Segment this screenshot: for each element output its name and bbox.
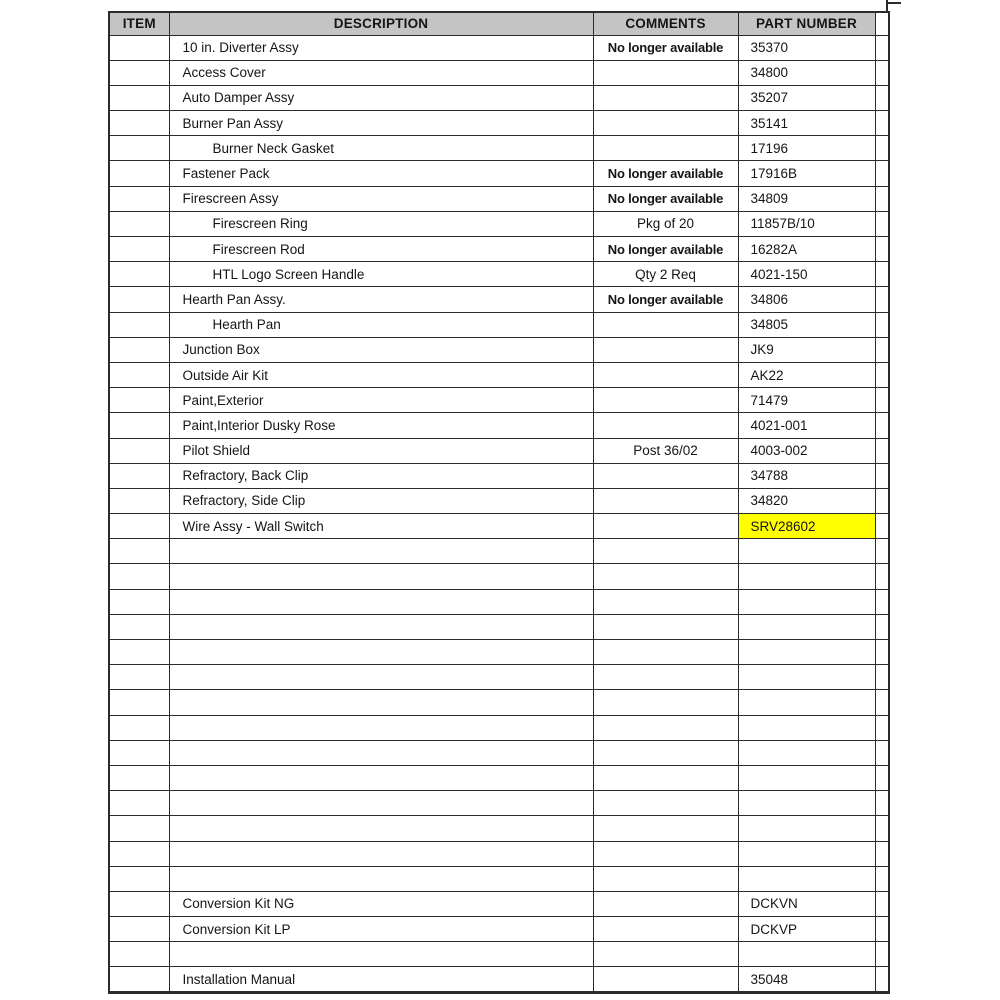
description-cell: Firescreen Ring xyxy=(169,211,593,236)
comment-cell: No longer available xyxy=(593,186,738,211)
table-row xyxy=(109,917,889,942)
item-cell xyxy=(109,287,169,312)
description-cell xyxy=(169,765,593,790)
table-row xyxy=(109,186,889,211)
part-number-cell xyxy=(738,816,875,841)
comment-cell xyxy=(593,690,738,715)
item-cell xyxy=(109,942,169,967)
part-number-cell: AK22 xyxy=(738,362,875,387)
item-cell xyxy=(109,60,169,85)
part-number-cell: 34806 xyxy=(738,287,875,312)
table-row xyxy=(109,136,889,161)
comment-cell xyxy=(593,866,738,891)
item-cell xyxy=(109,564,169,589)
table-row xyxy=(109,488,889,513)
table-row xyxy=(109,690,889,715)
table-row xyxy=(109,816,889,841)
part-number-cell: 4021-150 xyxy=(738,262,875,287)
part-number-cell: 34788 xyxy=(738,463,875,488)
edge-cell xyxy=(875,665,889,690)
comment-cell xyxy=(593,614,738,639)
item-cell xyxy=(109,967,169,992)
comment-cell xyxy=(593,816,738,841)
part-number-cell xyxy=(738,942,875,967)
item-cell xyxy=(109,841,169,866)
edge-cell xyxy=(875,362,889,387)
description-cell: HTL Logo Screen Handle xyxy=(169,262,593,287)
table-row xyxy=(109,791,889,816)
description-cell xyxy=(169,942,593,967)
part-number-cell: 35048 xyxy=(738,967,875,992)
comment-cell xyxy=(593,60,738,85)
item-cell xyxy=(109,665,169,690)
item-cell xyxy=(109,362,169,387)
table-row xyxy=(109,891,889,916)
item-cell xyxy=(109,917,169,942)
edge-cell xyxy=(875,35,889,60)
item-cell xyxy=(109,488,169,513)
col-header-item: ITEM xyxy=(109,12,169,35)
table-row xyxy=(109,765,889,790)
part-number-cell: 4021-001 xyxy=(738,413,875,438)
part-number-cell: 35141 xyxy=(738,111,875,136)
edge-cell xyxy=(875,539,889,564)
item-cell xyxy=(109,715,169,740)
table-row xyxy=(109,438,889,463)
comment-cell xyxy=(593,942,738,967)
table-row xyxy=(109,539,889,564)
comment-cell xyxy=(593,917,738,942)
item-cell xyxy=(109,614,169,639)
edge-cell xyxy=(875,438,889,463)
part-number-cell: 71479 xyxy=(738,388,875,413)
description-cell: Hearth Pan Assy. xyxy=(169,287,593,312)
comment-cell xyxy=(593,967,738,992)
part-number-cell: 34805 xyxy=(738,312,875,337)
comment-cell: Pkg of 20 xyxy=(593,211,738,236)
table-row xyxy=(109,111,889,136)
part-number-cell xyxy=(738,715,875,740)
col-header-description: DESCRIPTION xyxy=(169,12,593,35)
edge-cell xyxy=(875,136,889,161)
item-cell xyxy=(109,312,169,337)
part-number-cell xyxy=(738,866,875,891)
table-row xyxy=(109,640,889,665)
item-cell xyxy=(109,337,169,362)
description-cell: Firescreen Rod xyxy=(169,237,593,262)
description-cell xyxy=(169,665,593,690)
item-cell xyxy=(109,690,169,715)
comment-cell: Post 36/02 xyxy=(593,438,738,463)
comment-cell xyxy=(593,841,738,866)
edge-cell xyxy=(875,237,889,262)
item-cell xyxy=(109,211,169,236)
item-cell xyxy=(109,514,169,539)
comment-cell xyxy=(593,765,738,790)
comment-cell: No longer available xyxy=(593,161,738,186)
part-number-cell: 35370 xyxy=(738,35,875,60)
edge-cell xyxy=(875,287,889,312)
part-number-cell xyxy=(738,690,875,715)
edge-cell xyxy=(875,85,889,110)
part-number-cell: DCKVP xyxy=(738,917,875,942)
table-row xyxy=(109,614,889,639)
part-number-cell: 34800 xyxy=(738,60,875,85)
description-cell: Auto Damper Assy xyxy=(169,85,593,110)
edge-cell xyxy=(875,60,889,85)
item-cell xyxy=(109,237,169,262)
description-cell: Junction Box xyxy=(169,337,593,362)
description-cell: Outside Air Kit xyxy=(169,362,593,387)
description-cell xyxy=(169,816,593,841)
edge-cell xyxy=(875,640,889,665)
description-cell: Access Cover xyxy=(169,60,593,85)
item-cell xyxy=(109,589,169,614)
table-row xyxy=(109,866,889,891)
description-cell xyxy=(169,690,593,715)
edge-cell xyxy=(875,186,889,211)
table-row xyxy=(109,715,889,740)
edge-cell xyxy=(875,942,889,967)
description-cell xyxy=(169,740,593,765)
part-number-cell xyxy=(738,539,875,564)
part-number-cell xyxy=(738,665,875,690)
edge-cell xyxy=(875,488,889,513)
edge-cell xyxy=(875,463,889,488)
edge-cell xyxy=(875,111,889,136)
description-cell: Fastener Pack xyxy=(169,161,593,186)
comment-cell xyxy=(593,463,738,488)
edge-cell xyxy=(875,866,889,891)
part-number-cell xyxy=(738,614,875,639)
comment-cell xyxy=(593,514,738,539)
comment-cell: No longer available xyxy=(593,287,738,312)
edge-cell xyxy=(875,967,889,992)
description-cell: Burner Pan Assy xyxy=(169,111,593,136)
edge-cell xyxy=(875,413,889,438)
edge-cell xyxy=(875,690,889,715)
col-header-comments: COMMENTS xyxy=(593,12,738,35)
edge-cell xyxy=(875,514,889,539)
table-row xyxy=(109,60,889,85)
description-cell: Paint,Interior Dusky Rose xyxy=(169,413,593,438)
edge-cell xyxy=(875,816,889,841)
edge-cell xyxy=(875,211,889,236)
description-cell: Conversion Kit LP xyxy=(169,917,593,942)
description-cell xyxy=(169,841,593,866)
item-cell xyxy=(109,866,169,891)
part-number-cell: SRV28602 xyxy=(738,514,875,539)
table-row xyxy=(109,841,889,866)
item-cell xyxy=(109,136,169,161)
edge-cell xyxy=(875,917,889,942)
item-cell xyxy=(109,186,169,211)
description-cell xyxy=(169,640,593,665)
table-row xyxy=(109,463,889,488)
part-number-cell: 17196 xyxy=(738,136,875,161)
item-cell xyxy=(109,262,169,287)
comment-cell: No longer available xyxy=(593,237,738,262)
comment-cell xyxy=(593,640,738,665)
comment-cell xyxy=(593,791,738,816)
edge-cell xyxy=(875,715,889,740)
item-cell xyxy=(109,111,169,136)
item-cell xyxy=(109,891,169,916)
comment-cell xyxy=(593,362,738,387)
part-number-cell xyxy=(738,791,875,816)
comment-cell xyxy=(593,337,738,362)
description-cell: Burner Neck Gasket xyxy=(169,136,593,161)
cut-off-column-header xyxy=(875,12,889,35)
part-number-cell xyxy=(738,564,875,589)
edge-cell xyxy=(875,388,889,413)
item-cell xyxy=(109,539,169,564)
table-body xyxy=(109,35,889,992)
part-number-cell: 16282A xyxy=(738,237,875,262)
item-cell xyxy=(109,413,169,438)
description-cell: Firescreen Assy xyxy=(169,186,593,211)
comment-cell xyxy=(593,312,738,337)
comment-cell: Qty 2 Req xyxy=(593,262,738,287)
table-row xyxy=(109,312,889,337)
description-cell xyxy=(169,564,593,589)
table-row xyxy=(109,362,889,387)
description-cell: Pilot Shield xyxy=(169,438,593,463)
edge-cell xyxy=(875,312,889,337)
description-cell: Installation Manual xyxy=(169,967,593,992)
description-cell: 10 in. Diverter Assy xyxy=(169,35,593,60)
comment-cell: No longer available xyxy=(593,35,738,60)
table-row xyxy=(109,589,889,614)
comment-cell xyxy=(593,111,738,136)
table-row xyxy=(109,564,889,589)
comment-cell xyxy=(593,715,738,740)
table-row xyxy=(109,35,889,60)
item-cell xyxy=(109,816,169,841)
part-number-cell xyxy=(738,765,875,790)
table-row xyxy=(109,161,889,186)
description-cell xyxy=(169,791,593,816)
item-cell xyxy=(109,791,169,816)
edge-cell xyxy=(875,614,889,639)
table-row xyxy=(109,388,889,413)
part-number-cell: 34820 xyxy=(738,488,875,513)
cut-off-horizontal-border xyxy=(887,2,901,4)
description-cell xyxy=(169,866,593,891)
comment-cell xyxy=(593,539,738,564)
edge-cell xyxy=(875,891,889,916)
edge-cell xyxy=(875,262,889,287)
description-cell: Refractory, Back Clip xyxy=(169,463,593,488)
item-cell xyxy=(109,765,169,790)
edge-cell xyxy=(875,841,889,866)
edge-cell xyxy=(875,740,889,765)
part-number-cell xyxy=(738,841,875,866)
table-row xyxy=(109,337,889,362)
item-cell xyxy=(109,35,169,60)
edge-cell xyxy=(875,161,889,186)
description-cell: Refractory, Side Clip xyxy=(169,488,593,513)
table-row xyxy=(109,85,889,110)
edge-cell xyxy=(875,765,889,790)
description-cell: Hearth Pan xyxy=(169,312,593,337)
parts-table xyxy=(108,11,890,994)
comment-cell xyxy=(593,413,738,438)
header-row xyxy=(109,12,889,35)
item-cell xyxy=(109,640,169,665)
part-number-cell: 35207 xyxy=(738,85,875,110)
comment-cell xyxy=(593,665,738,690)
item-cell xyxy=(109,161,169,186)
comment-cell xyxy=(593,740,738,765)
item-cell xyxy=(109,438,169,463)
item-cell xyxy=(109,463,169,488)
part-number-cell xyxy=(738,589,875,614)
table-row xyxy=(109,514,889,539)
description-cell xyxy=(169,614,593,639)
table-row xyxy=(109,967,889,992)
table-row xyxy=(109,211,889,236)
item-cell xyxy=(109,740,169,765)
comment-cell xyxy=(593,388,738,413)
comment-cell xyxy=(593,488,738,513)
part-number-cell xyxy=(738,740,875,765)
description-cell xyxy=(169,589,593,614)
col-header-part-number: PART NUMBER xyxy=(738,12,875,35)
comment-cell xyxy=(593,589,738,614)
description-cell: Conversion Kit NG xyxy=(169,891,593,916)
comment-cell xyxy=(593,891,738,916)
table-row xyxy=(109,942,889,967)
part-number-cell: DCKVN xyxy=(738,891,875,916)
item-cell xyxy=(109,388,169,413)
table-row xyxy=(109,413,889,438)
comment-cell xyxy=(593,136,738,161)
table-row xyxy=(109,287,889,312)
edge-cell xyxy=(875,564,889,589)
table-row xyxy=(109,665,889,690)
description-cell xyxy=(169,539,593,564)
description-cell xyxy=(169,715,593,740)
description-cell: Paint,Exterior xyxy=(169,388,593,413)
table-row xyxy=(109,237,889,262)
item-cell xyxy=(109,85,169,110)
part-number-cell: 11857B/10 xyxy=(738,211,875,236)
table-row xyxy=(109,262,889,287)
edge-cell xyxy=(875,791,889,816)
part-number-cell: 4003-002 xyxy=(738,438,875,463)
part-number-cell: 34809 xyxy=(738,186,875,211)
edge-cell xyxy=(875,337,889,362)
comment-cell xyxy=(593,85,738,110)
part-number-cell: 17916B xyxy=(738,161,875,186)
comment-cell xyxy=(593,564,738,589)
edge-cell xyxy=(875,589,889,614)
part-number-cell: JK9 xyxy=(738,337,875,362)
part-number-cell xyxy=(738,640,875,665)
description-cell: Wire Assy - Wall Switch xyxy=(169,514,593,539)
table-row xyxy=(109,740,889,765)
